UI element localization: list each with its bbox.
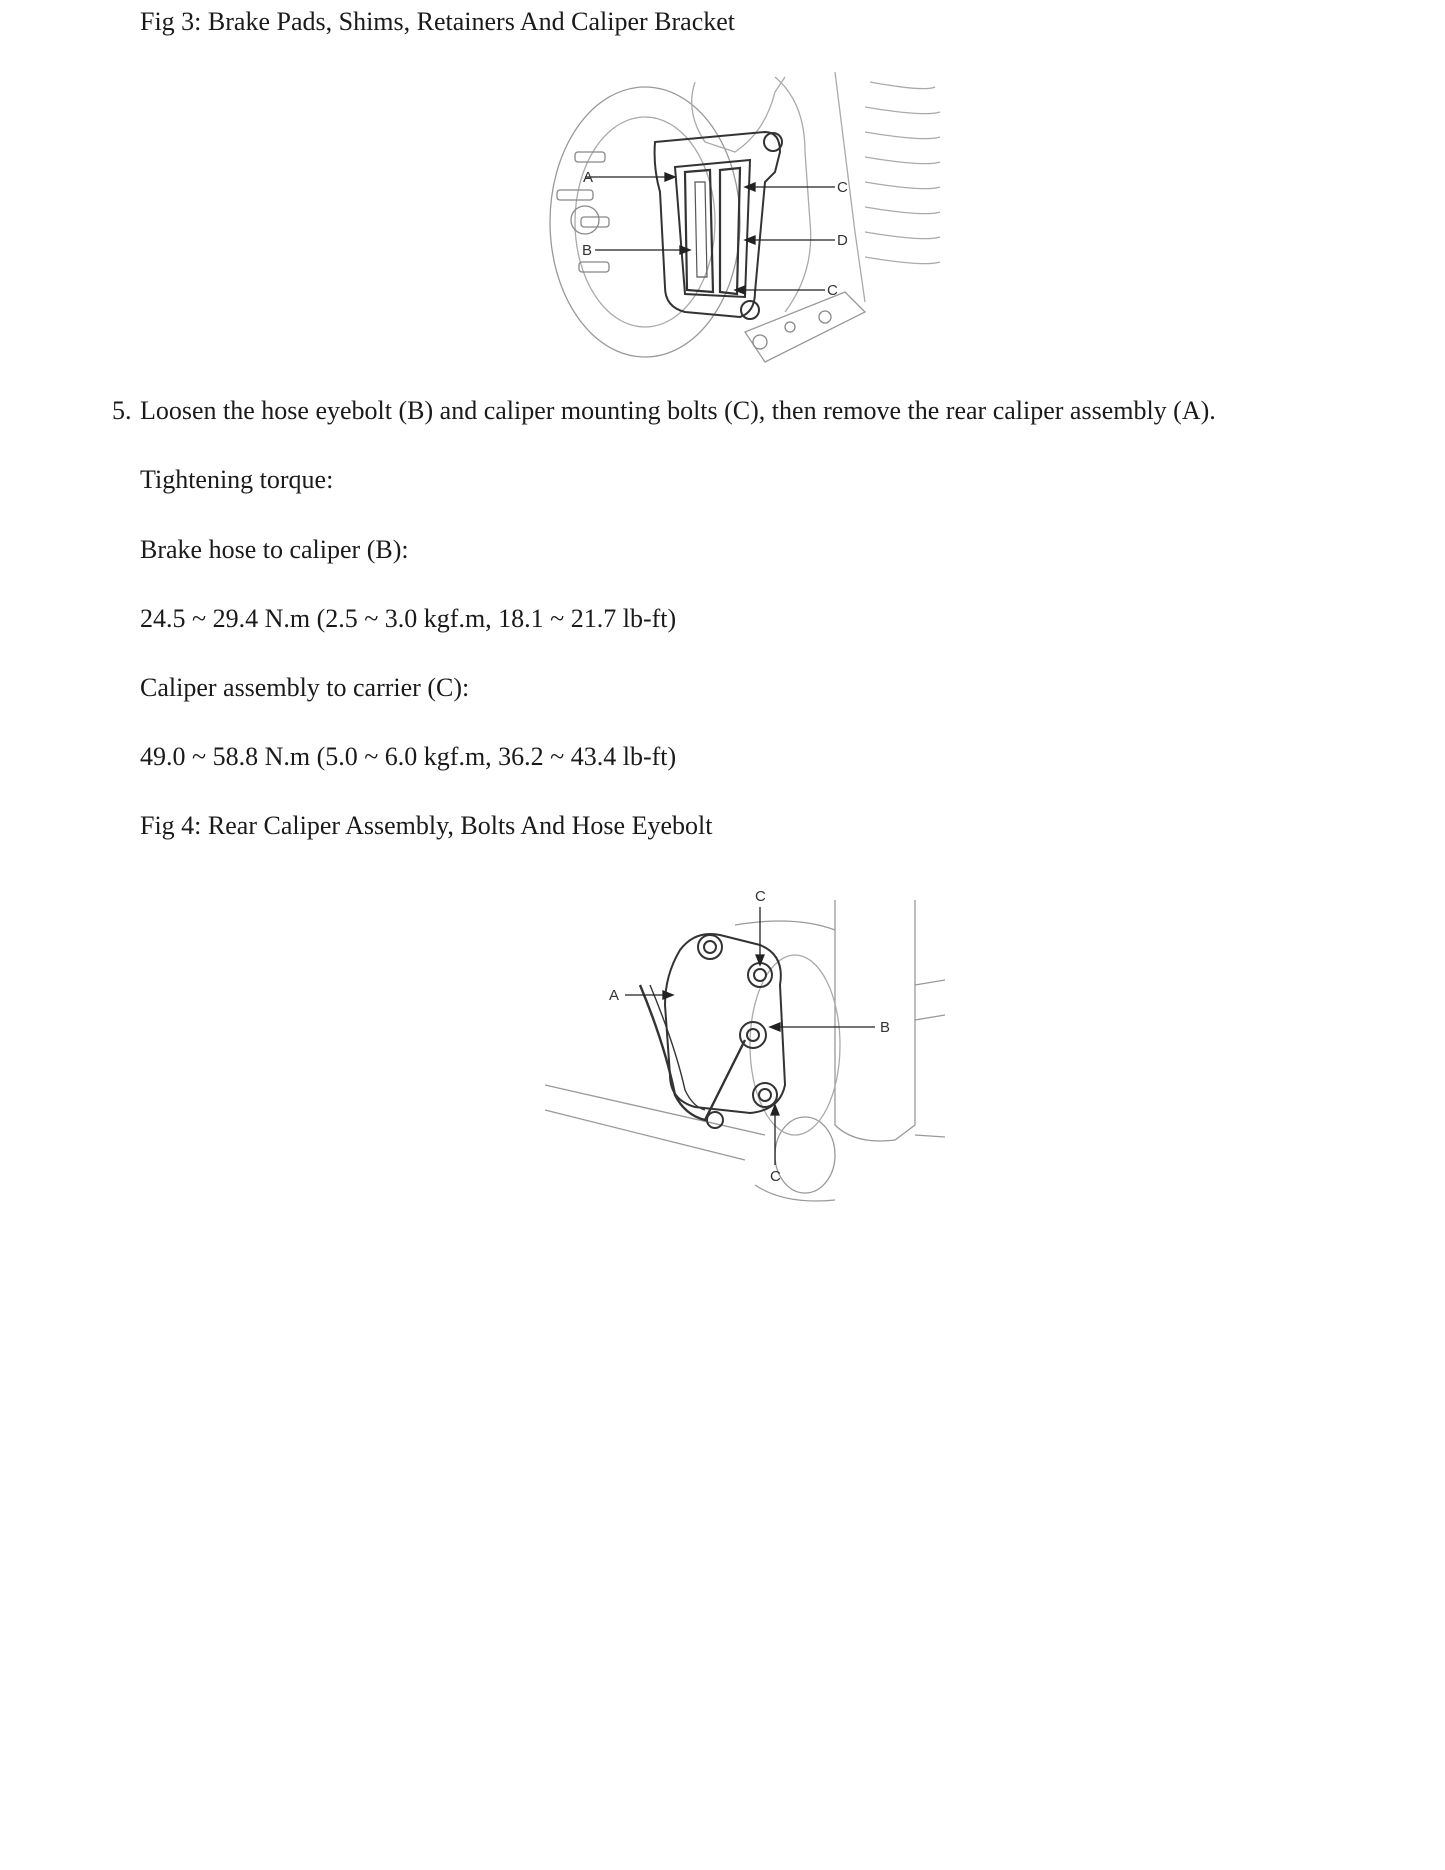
fig4-illustration [535,885,955,1205]
brake-pad-assembly-drawing [535,72,955,367]
callout-c-bottom: C [770,1168,781,1185]
fig3-caption: Fig 3: Brake Pads, Shims, Retainers And Caliper Bracket [140,7,736,36]
callout-b: B [582,242,593,259]
callout-d: D [837,232,848,249]
step-instruction: Loosen the hose eyebolt (B) and caliper mounting bolts (C), then remove the rear caliper assembly (A). [140,396,1216,425]
callout-a: A [609,987,620,1004]
rear-caliper-drawing [535,885,955,1205]
callout-c-upper: C [837,179,848,196]
fig3-illustration [535,72,955,367]
callout-c-lower: C [827,282,838,299]
torque-heading: Tightening torque: [140,465,334,494]
callout-c-top: C [755,888,766,905]
caliper-torque-label: Caliper assembly to carrier (C): [140,673,470,702]
callout-b: B [880,1019,891,1036]
caliper-torque-value: 49.0 ~ 58.8 N.m (5.0 ~ 6.0 kgf.m, 36.2 ~ 43.4 lb-ft) [140,742,677,771]
step-number: 5. [112,396,132,425]
callout-a: A [583,169,594,186]
hose-torque-label: Brake hose to caliper (B): [140,535,409,564]
hose-torque-value: 24.5 ~ 29.4 N.m (2.5 ~ 3.0 kgf.m, 18.1 ~ 21.7 lb-ft) [140,604,677,633]
fig4-caption: Fig 4: Rear Caliper Assembly, Bolts And Hose Eyebolt [140,811,713,840]
